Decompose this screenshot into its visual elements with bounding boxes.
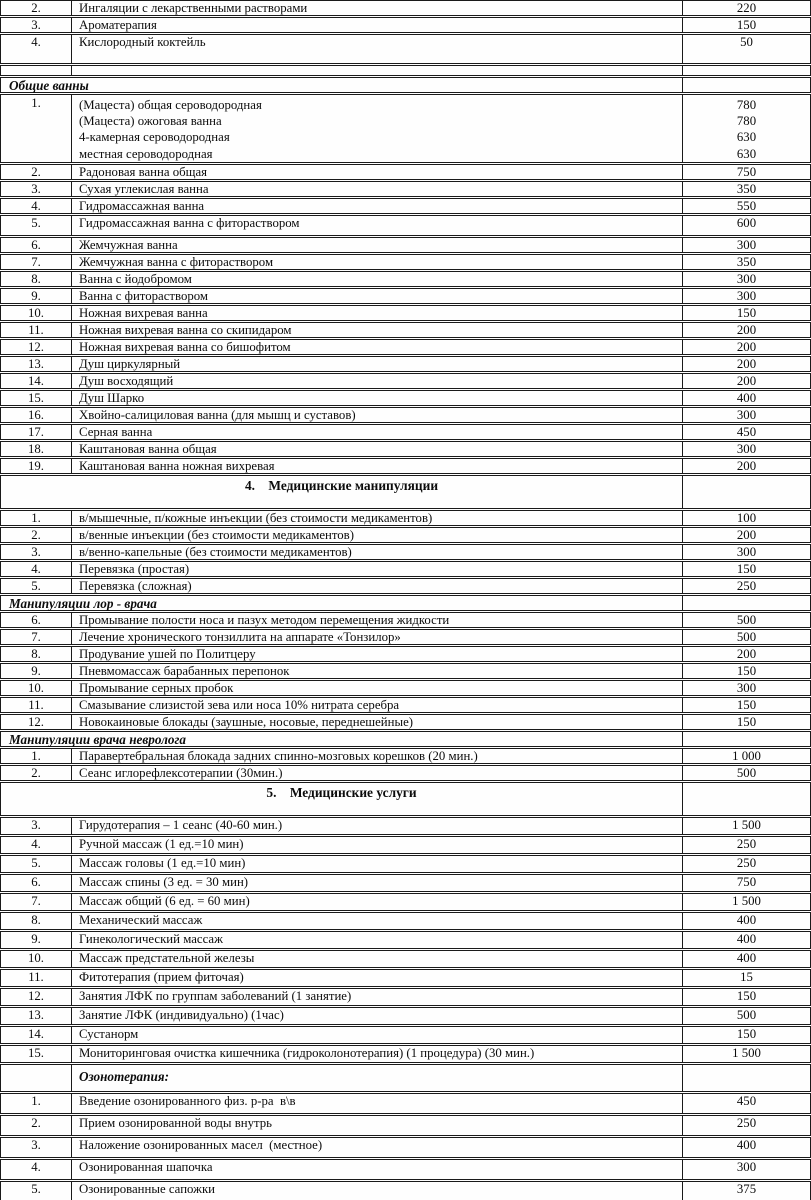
row-number: 4. [1,562,72,576]
row-number: 9. [1,664,72,678]
service-name: в/мышечные, п/кожные инъекции (без стоимости медикаментов) [72,511,683,525]
service-name: Ручной массаж (1 ед.=10 мин) [72,837,683,853]
row-number: 8. [1,272,72,286]
section-header-label: 4. Медицинские манипуляции [1,476,683,508]
service-name: Новокаиновые блокады (заушные, носовые, переднешейные) [72,715,683,729]
service-name: Перевязка (простая) [72,562,683,576]
row-number: 10. [1,681,72,695]
row-number: 6. [1,613,72,627]
table-row [0,1159,811,1180]
row-number: 19. [1,459,72,473]
row-number: 16. [1,408,72,422]
table-row [0,561,811,577]
service-name-line: (Мацеста) общая сероводородная [79,98,262,112]
row-number: 15. [1,1046,72,1062]
service-price: 750 [736,874,757,889]
section-label: Манипуляции лор - врача [1,596,683,610]
service-name: Озонированная шапочка [72,1160,683,1179]
service-price [683,1065,810,1091]
table-row [0,164,811,180]
service-price: 300 [736,680,757,695]
row-number: 9. [1,289,72,303]
service-price: 150 [736,18,757,32]
table-row [0,912,811,930]
service-price: 550 [736,198,757,213]
table-row [0,424,811,440]
service-name: Ванна с йодобромом [72,272,683,286]
table-row [0,527,811,543]
service-price: 150 [736,561,757,576]
service-name: Гидромассажная ванна с фитораствором [72,216,683,235]
table-row [0,765,811,781]
row-number: 8. [1,647,72,661]
service-name: Сеанс иглорефлексотерапии (30мин.) [72,766,683,780]
row-number: 17. [1,425,72,439]
service-price: 250 [736,855,757,870]
service-price: 400 [736,1137,757,1152]
row-number: 2. [1,528,72,542]
service-price: 150 [736,697,757,712]
row-number: 12. [1,989,72,1005]
table-row [0,1093,811,1114]
row-number: 12. [1,340,72,354]
row-number: 2. [1,766,72,780]
service-price: 15 [740,969,753,984]
service-price: 500 [736,1007,757,1022]
row-number: 2. [1,1,72,15]
table-row [0,1115,811,1136]
price-line: 780 [736,98,757,112]
service-name: Прием озонированной воды внутрь [72,1116,683,1135]
service-name: Душ восходящий [72,374,683,388]
service-name: Смазывание слизистой зева или носа 10% нитрата серебра [72,698,683,712]
table-row [0,458,811,474]
service-name: Каштановая ванна общая [72,442,683,456]
row-number: 11. [1,323,72,337]
table-row [0,697,811,713]
row-number: 1. [1,95,72,162]
row-number: 3. [1,1138,72,1157]
service-price: 200 [736,646,757,661]
service-price [683,596,810,610]
row-number: 7. [1,255,72,269]
service-price: 250 [736,578,757,593]
table-row [0,17,811,33]
table-row [0,510,811,526]
price-line: 630 [736,130,757,145]
row-number: 10. [1,951,72,967]
table-row [0,544,811,560]
service-name: Промывание серных пробок [72,681,683,695]
table-row [0,65,811,76]
row-number: 14. [1,1027,72,1043]
service-name: Душ Шарко [72,391,683,405]
service-name: Гирудотерапия – 1 сеанс (40-60 мин.) [72,818,683,834]
service-name: Сустанорм [72,1027,683,1043]
service-name: Сухая углекислая ванна [72,182,683,196]
service-name: Ароматерапия [72,18,683,32]
table-row [0,441,811,457]
service-name: Занятия ЛФК по группам заболеваний (1 занятие) [72,989,683,1005]
service-name: Перевязка (сложная) [72,579,683,593]
service-name: Озонированные сапожки [72,1182,683,1200]
service-price: 200 [736,458,757,473]
row-number: 12. [1,715,72,729]
row-number: 3. [1,18,72,32]
table-row [0,1007,811,1025]
table-row [0,646,811,662]
table-row [0,931,811,949]
service-price [683,783,810,815]
subsection-row [0,1064,811,1092]
service-name: Радоновая ванна общая [72,165,683,179]
service-name [72,66,683,75]
table-row [0,390,811,406]
service-name: Занятие ЛФК (индивидуально) (1час) [72,1008,683,1024]
service-price: 450 [736,1093,757,1108]
row-number: 11. [1,698,72,712]
row-number [1,66,72,75]
service-name-line: 4-камерная сероводородная [79,130,230,145]
row-number: 1. [1,1094,72,1113]
service-name: Введение озонированного физ. р-ра в\в [72,1094,683,1113]
service-price: 300 [736,407,757,422]
row-number: 8. [1,913,72,929]
row-number [1,1065,72,1091]
row-number: 1. [1,511,72,525]
service-price: 1 500 [732,893,761,908]
section-header-row [0,475,811,509]
service-price: 500 [736,629,757,644]
table-row [0,1137,811,1158]
service-price: 220 [736,1,757,15]
row-number: 10. [1,306,72,320]
price-line: 780 [736,114,757,129]
service-price: 150 [736,988,757,1003]
row-number: 3. [1,182,72,196]
section-label: Общие ванны [1,78,683,92]
service-name: Фитотерапия (прием фиточая) [72,970,683,986]
service-price [683,732,810,746]
service-name: Ингаляции с лекарственными растворами [72,1,683,15]
row-number: 6. [1,875,72,891]
service-price: 150 [736,1026,757,1041]
service-price: 400 [736,912,757,927]
service-name-group [72,95,683,162]
service-name: в/венные инъекции (без стоимости медикаментов) [72,528,683,542]
service-name: Душ циркулярный [72,357,683,371]
table-row [0,181,811,197]
service-name: Пневмомассаж барабанных перепонок [72,664,683,678]
table-row [0,748,811,764]
row-number: 5. [1,216,72,235]
service-price: 200 [736,527,757,542]
service-name: Мониторинговая очистка кишечника (гидроколонотерапия) (1 процедура) (30 мин.) [72,1046,683,1062]
service-price: 400 [736,950,757,965]
row-number: 1. [1,749,72,763]
service-name: в/венно-капельные (без стоимости медикаментов) [72,545,683,559]
table-row [0,612,811,628]
row-number: 6. [1,238,72,252]
table-row [0,874,811,892]
service-name: Ножная вихревая ванна [72,306,683,320]
service-price: 150 [736,663,757,678]
table-row [0,237,811,253]
subsection-label: Озонотерапия: [72,1065,683,1091]
table-row [0,950,811,968]
service-price: 400 [736,931,757,946]
row-number: 15. [1,391,72,405]
service-price: 200 [736,339,757,354]
table-row [0,271,811,287]
table-row-multiline [0,94,811,163]
table-row [0,356,811,372]
service-price: 300 [736,544,757,559]
row-number: 3. [1,545,72,559]
table-row [0,34,811,64]
service-price: 350 [736,181,757,196]
row-number: 4. [1,1160,72,1179]
service-price: 200 [736,356,757,371]
service-name: Массаж общий (6 ед. = 60 мин) [72,894,683,910]
row-number: 18. [1,442,72,456]
table-row [0,680,811,696]
table-row [0,855,811,873]
table-row [0,1045,811,1063]
service-name: Механический массаж [72,913,683,929]
table-row [0,373,811,389]
service-name: Хвойно-салициловая ванна (для мышц и суставов) [72,408,683,422]
row-number: 14. [1,374,72,388]
service-name: Жемчужная ванна [72,238,683,252]
service-price: 150 [736,305,757,320]
service-price: 100 [736,510,757,525]
row-number: 7. [1,894,72,910]
row-number: 9. [1,932,72,948]
service-name: Наложение озонированных масел (местное) [72,1138,683,1157]
service-price: 200 [736,373,757,388]
table-row [0,215,811,236]
service-price: 250 [736,836,757,851]
service-name: Ножная вихревая ванна со скипидаром [72,323,683,337]
service-name: Каштановая ванна ножная вихревая [72,459,683,473]
service-price: 300 [736,288,757,303]
service-name: Промывание полости носа и пазух методом перемещения жидкости [72,613,683,627]
table-row [0,407,811,423]
service-name: Массаж предстательной железы [72,951,683,967]
service-name: Лечение хронического тонзиллита на аппарате «Тонзилор» [72,630,683,644]
service-price: 750 [736,164,757,179]
service-price [683,78,810,92]
table-row [0,629,811,645]
row-number: 3. [1,818,72,834]
table-row [0,578,811,594]
table-row [0,817,811,835]
section-row [0,77,811,93]
table-row [0,288,811,304]
table-row [0,198,811,214]
row-number: 5. [1,1182,72,1200]
section-row [0,595,811,611]
service-price-group [683,95,810,162]
service-price: 600 [736,215,757,230]
row-number: 13. [1,357,72,371]
table-row [0,1026,811,1044]
service-name: Продувание ушей по Политцеру [72,647,683,661]
row-number: 2. [1,1116,72,1135]
table-row [0,988,811,1006]
row-number: 5. [1,856,72,872]
table-row [0,969,811,987]
service-price: 1 000 [732,748,761,763]
section-label: Манипуляции врача невролога [1,732,683,746]
service-name: Гинекологический массаж [72,932,683,948]
section-header-label: 5. Медицинские услуги [1,783,683,815]
service-name: Серная ванна [72,425,683,439]
service-price: 300 [736,1159,757,1174]
service-name: Кислородный коктейль [72,35,683,63]
table-row [0,305,811,321]
price-line: 630 [736,146,757,161]
row-number: 7. [1,630,72,644]
table-row [0,836,811,854]
service-name: Паравертебральная блокада задних спинно-мозговых корешков (20 мин.) [72,749,683,763]
service-price [683,66,810,75]
service-price: 400 [736,390,757,405]
table-row [0,663,811,679]
row-number: 2. [1,165,72,179]
row-number: 4. [1,199,72,213]
service-price: 50 [740,35,753,49]
table-row [0,1181,811,1200]
service-price: 375 [736,1181,757,1196]
row-number: 4. [1,35,72,63]
table-row [0,714,811,730]
service-name: Гидромассажная ванна [72,199,683,213]
table-row [0,254,811,270]
service-price: 450 [736,424,757,439]
service-price: 500 [736,765,757,780]
row-number: 13. [1,1008,72,1024]
row-number: 4. [1,837,72,853]
table-row [0,893,811,911]
table-row [0,0,811,16]
service-price [683,476,810,508]
service-price: 1 500 [732,817,761,832]
table-row [0,339,811,355]
service-price: 500 [736,612,757,627]
service-price: 300 [736,237,757,252]
table-row [0,322,811,338]
service-name: Ножная вихревая ванна со бишофитом [72,340,683,354]
section-row [0,731,811,747]
section-header-row [0,782,811,816]
service-name: Массаж спины (3 ед. = 30 мин) [72,875,683,891]
service-price: 350 [736,254,757,269]
service-price: 150 [736,714,757,729]
service-name: Ванна с фитораствором [72,289,683,303]
service-name-line: (Мацеста) ожоговая ванна [79,114,222,129]
service-price: 300 [736,441,757,456]
service-name: Жемчужная ванна с фитораствором [72,255,683,269]
service-name-line: местная сероводородная [79,146,213,161]
service-name: Массаж головы (1 ед.=10 мин) [72,856,683,872]
service-price: 1 500 [732,1045,761,1060]
service-price: 250 [736,1115,757,1130]
service-price: 200 [736,322,757,337]
row-number: 5. [1,579,72,593]
row-number: 11. [1,970,72,986]
service-price: 300 [736,271,757,286]
